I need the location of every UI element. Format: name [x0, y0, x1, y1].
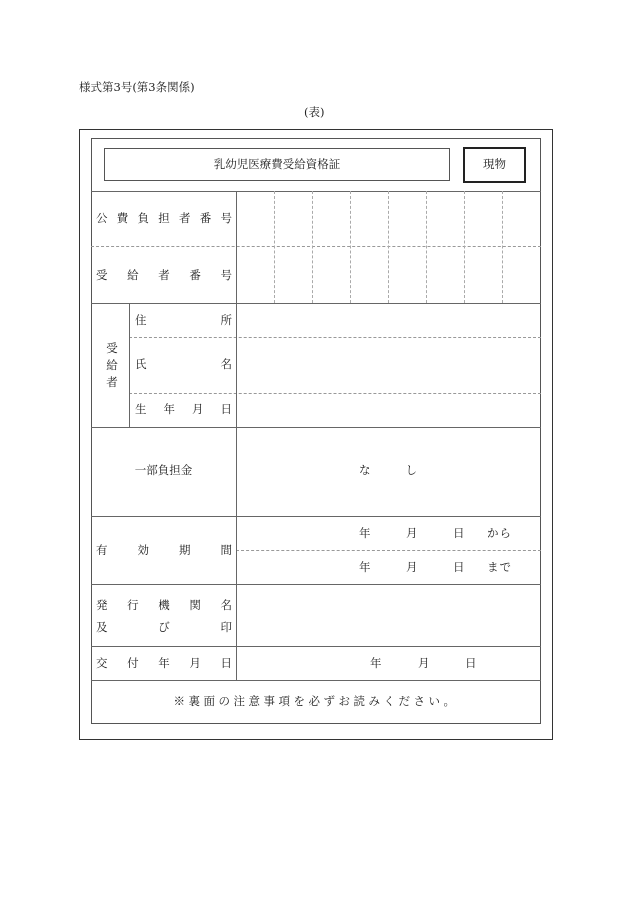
- inner-frame: [91, 138, 541, 724]
- public-payer-number-label: 公 費 負 担 者 番 号: [96, 211, 232, 225]
- form-number: 様式第3号(第3条関係): [79, 80, 195, 94]
- name-label: 氏 名: [135, 357, 232, 371]
- title-box: [104, 148, 450, 181]
- rule: [236, 191, 237, 680]
- rule: [236, 550, 541, 551]
- side-label: (表): [304, 105, 325, 119]
- valid-to-day: 日: [453, 560, 465, 574]
- rule: [91, 191, 541, 192]
- valid-from-year: 年: [359, 526, 371, 540]
- rule: [91, 680, 541, 681]
- valid-from-month: 月: [406, 526, 418, 540]
- issue-date-month: 月: [418, 656, 430, 670]
- recipient-number-label: 受 給 者 番 号: [96, 268, 232, 282]
- partial-charge-label: 一部負担金: [134, 463, 193, 477]
- cell-divider: [274, 191, 275, 303]
- notice-text: ※裏面の注意事項を必ずお読みください。: [173, 694, 459, 708]
- valid-from-day: 日: [453, 526, 465, 540]
- valid-to-suffix: まで: [487, 560, 512, 574]
- rule: [91, 584, 541, 585]
- cell-divider: [426, 191, 427, 303]
- partial-charge-value: な し: [359, 463, 417, 477]
- valid-to-month: 月: [406, 560, 418, 574]
- cell-divider: [464, 191, 465, 303]
- rule: [91, 516, 541, 517]
- cell-divider: [502, 191, 503, 303]
- rule: [91, 646, 541, 647]
- valid-from-suffix: から: [487, 526, 512, 540]
- rule: [91, 427, 541, 428]
- cell-divider: [388, 191, 389, 303]
- recipient-group-label: 受 給 者: [106, 341, 118, 389]
- issuer-label-line1: 発 行 機 関 名: [96, 598, 232, 612]
- validity-label: 有 効 期 間: [96, 543, 232, 557]
- issue-date-label: 交 付 年 月 日: [96, 656, 232, 670]
- birthdate-label: 生 年 月 日: [135, 402, 232, 416]
- genbutsu-box: [463, 147, 526, 183]
- rule: [129, 393, 541, 394]
- cell-divider: [350, 191, 351, 303]
- issue-date-day: 日: [465, 656, 477, 670]
- issuer-label-line2: 及 び 印: [96, 620, 232, 634]
- cell-divider: [312, 191, 313, 303]
- card-title: 乳幼児医療費受給資格証: [213, 157, 341, 171]
- genbutsu-label: 現物: [483, 157, 506, 171]
- valid-to-year: 年: [359, 560, 371, 574]
- rule: [91, 303, 541, 304]
- address-label: 住 所: [135, 313, 232, 327]
- rule: [91, 246, 541, 247]
- rule: [129, 337, 541, 338]
- rule: [129, 303, 130, 427]
- issue-date-year: 年: [370, 656, 382, 670]
